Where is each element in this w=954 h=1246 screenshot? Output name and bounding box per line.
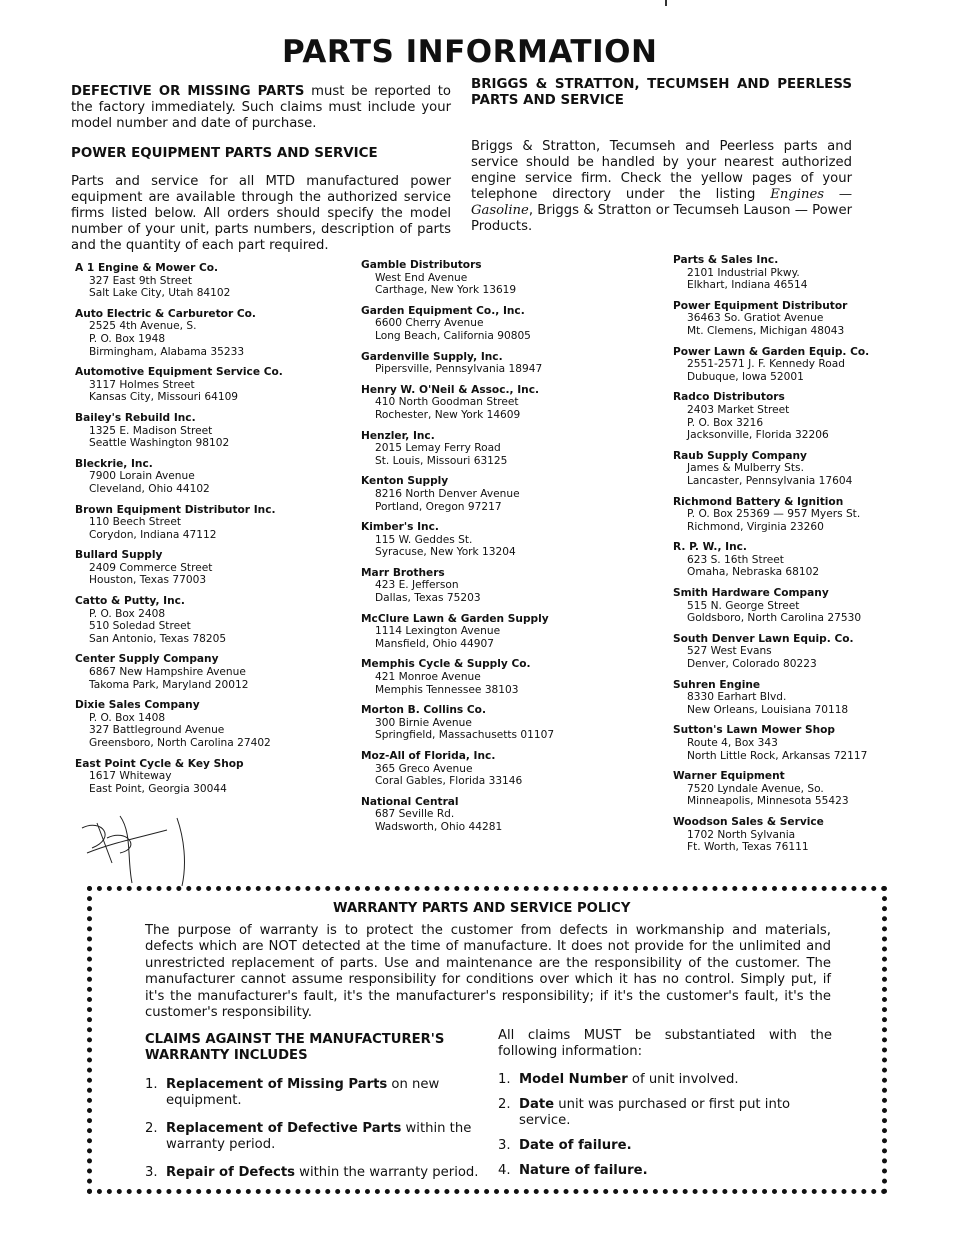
dealer-address-line: Salt Lake City, Utah 84102	[89, 287, 231, 300]
info-item	[498, 1138, 832, 1154]
dealer-name: A 1 Engine & Mower Co.	[75, 262, 219, 274]
dealer-entry	[673, 724, 888, 762]
dealer-name: Auto Electric & Carburetor Co.	[75, 307, 256, 320]
dealer-entry	[361, 567, 661, 605]
dealer-entry	[361, 305, 661, 343]
info-item-bold: Model Number	[519, 1072, 628, 1087]
dealer-address-line: Long Beach, California 90805	[375, 329, 531, 342]
dealer-address-line: 1114 Lexington Avenue	[375, 625, 501, 638]
dealer-entry	[75, 758, 345, 796]
info-item-bold: Nature of failure.	[519, 1163, 648, 1178]
dealer-entry	[361, 613, 661, 651]
info-item-number: 1.	[498, 1072, 511, 1087]
dealer-address-line: 36463 So. Gratiot Avenue	[687, 312, 824, 325]
dealer-address-line: 6600 Cherry Avenue	[375, 317, 484, 330]
dealer-address-line: Mt. Clemens, Michigan 48043	[687, 324, 845, 337]
dealer-name: R. P. W., Inc.	[673, 541, 747, 554]
claim-item	[145, 1077, 480, 1109]
dealer-address-line: New Orleans, Louisiana 70118	[687, 703, 849, 716]
claim-item-text	[166, 1165, 479, 1181]
handwritten-mark	[72, 808, 202, 888]
claim-item	[145, 1165, 480, 1181]
dealer-column-3	[673, 254, 888, 862]
dealer-address-line: 110 Beech Street	[89, 516, 181, 529]
dealer-address-line: 6867 New Hampshire Avenue	[89, 666, 246, 679]
info-item-text	[519, 1163, 648, 1179]
dealer-address-line: North Little Rock, Arkansas 72117	[687, 749, 868, 762]
dealer-address-line: Elkhart, Indiana 46514	[687, 279, 808, 292]
dealer-address-line: P. O. Box 25369 — 957 Myers St.	[687, 508, 861, 521]
warranty-paragraph: The purpose of warranty is to protect the customer from defects in workmanship and materials, defects which are NOT detected at the time of manufacture. It does not provide for the unlimited and unrestricted replacement of parts. Use and maintenance are the responsibility of the customer. The manufacturer cannot assume responsibility for conditions over which it has no control. Simply put, if it's the manufacturer's fault, it's the manufacturer's responsibility; if it's the customer's fault, it's the customer's responsibility.	[145, 923, 831, 1021]
dealer-entry	[673, 679, 888, 717]
dealer-address-line: San Antonio, Texas 78205	[89, 632, 227, 645]
power-equipment-heading: POWER EQUIPMENT PARTS AND SERVICE	[71, 146, 378, 161]
dealer-name: Parts & Sales Inc.	[673, 254, 779, 266]
dealer-address-line: Syracuse, New York 13204	[375, 546, 516, 559]
must-list	[498, 1072, 832, 1188]
claim-item-rest: within the warranty period.	[166, 1121, 472, 1152]
dealer-address-line: Carthage, New York 13619	[375, 284, 517, 297]
dealer-name: Suhren Engine	[673, 678, 761, 691]
info-item-rest: of unit involved.	[627, 1072, 739, 1087]
dealer-address-line: 423 E. Jefferson	[375, 579, 459, 592]
defective-paragraph	[71, 84, 451, 132]
intro-right-column	[471, 77, 852, 235]
dealer-address-line: Corydon, Indiana 47112	[89, 528, 217, 541]
dealer-address-line: Mansfield, Ohio 44907	[375, 637, 495, 650]
claim-item-number: 1.	[145, 1077, 158, 1092]
dealer-address-line: Seattle Washington 98102	[89, 437, 230, 450]
dealer-entry	[75, 699, 345, 749]
dealer-address-line: Takoma Park, Maryland 20012	[89, 678, 249, 691]
dealer-address-line: Minneapolis, Minnesota 55423	[687, 795, 849, 808]
dealer-address-line: 8330 Earhart Blvd.	[687, 691, 787, 704]
claim-item-number: 3.	[145, 1165, 158, 1180]
dealer-entry	[361, 704, 661, 742]
dealer-address-line: Ft. Worth, Texas 76111	[687, 841, 809, 854]
dealer-name: Kenton Supply	[361, 475, 449, 488]
dealer-name: South Denver Lawn Equip. Co.	[673, 632, 854, 645]
power-equipment-text: Parts and service for all MTD manufactured power equipment are available through the authorized service firms listed below. All orders should specify the model number of your unit, parts numbers, description of parts and the quantity of each part required.	[71, 174, 451, 253]
dealer-name: Bullard Supply	[75, 549, 163, 562]
dealer-address-line: Goldsboro, North Carolina 27530	[687, 612, 862, 625]
dealer-entry	[361, 384, 661, 422]
claim-item-rest: on new equipment.	[166, 1077, 440, 1108]
dealer-entry	[361, 351, 661, 376]
dealer-name: Gardenville Supply, Inc.	[361, 350, 503, 363]
info-item-text	[519, 1097, 832, 1129]
dealer-name: Radco Distributors	[673, 391, 785, 404]
info-item-text	[519, 1138, 632, 1154]
dealer-address-line: Rochester, New York 14609	[375, 408, 521, 421]
dealer-name: Memphis Cycle & Supply Co.	[361, 658, 531, 671]
dealer-column-2	[361, 259, 661, 842]
dealer-address-line: 1617 Whiteway	[89, 770, 172, 783]
dealer-name: Dixie Sales Company	[75, 699, 200, 712]
dealer-address-line: St. Louis, Missouri 63125	[375, 454, 508, 467]
briggs-heading: BRIGGS & STRATTON, TECUMSEH AND PEERLESS PARTS AND SERVICE	[471, 77, 852, 108]
dealer-address-line: 410 North Goodman Street	[375, 396, 519, 409]
dealer-entry	[75, 412, 345, 450]
dealer-entry	[673, 587, 888, 625]
dealer-address-line: Wadsworth, Ohio 44281	[375, 820, 503, 833]
info-item-bold: Date of failure.	[519, 1138, 632, 1153]
dealer-address-line: Lancaster, Pennsylvania 17604	[687, 474, 853, 487]
briggs-text-a: Briggs & Stratton, Tecumseh and Peerless parts and service should be handled by your nearest authorized engine service firm. Check the yellow pages of your telephone directory under the listing	[471, 139, 852, 202]
dealer-address-line: Route 4, Box 343	[687, 737, 778, 749]
dealer-entry	[75, 366, 345, 404]
dealer-name: Catto & Putty, Inc.	[75, 595, 185, 608]
dealer-name: Automotive Equipment Service Co.	[75, 366, 283, 379]
briggs-text-b: , Briggs & Stratton or Tecumseh Lauson — Power Products.	[471, 203, 852, 234]
dealer-address-line: Richmond, Virginia 23260	[687, 520, 824, 533]
claim-item-rest: within the warranty period.	[294, 1165, 479, 1180]
dealer-entry	[361, 521, 661, 559]
dealer-address-line: 623 S. 16th Street	[687, 553, 784, 566]
dealer-name: Kimber's Inc.	[361, 521, 439, 534]
info-item	[498, 1097, 832, 1129]
dealer-address-line: 515 N. George Street	[687, 599, 800, 612]
dealer-name: McClure Lawn & Garden Supply	[361, 612, 549, 625]
must-text: All claims MUST be substantiated with the following information:	[498, 1028, 832, 1059]
claim-item-number: 2.	[145, 1121, 158, 1136]
dealer-name: Bailey's Rebuild Inc.	[75, 411, 196, 424]
dealer-entry	[673, 816, 888, 854]
info-item	[498, 1072, 832, 1088]
dealer-address-line: 687 Seville Rd.	[375, 808, 455, 821]
info-item	[498, 1163, 832, 1179]
dealer-name: Gamble Distributors	[361, 259, 482, 271]
dealer-address-line: 2525 4th Avenue, S.	[89, 320, 197, 333]
dealer-address-line: 1702 North Sylvania	[687, 828, 796, 841]
briggs-text	[471, 139, 852, 235]
dealer-address-line: 2101 Industrial Pkwy.	[687, 266, 800, 279]
dealer-address-line: 115 W. Geddes St.	[375, 533, 473, 546]
claims-heading: CLAIMS AGAINST THE MANUFACTURER'S WARRANTY INCLUDES	[145, 1032, 445, 1063]
info-item-number: 2.	[498, 1097, 511, 1112]
dealer-entry	[361, 796, 661, 834]
dealer-entry	[361, 475, 661, 513]
dealer-name: Henzler, Inc.	[361, 429, 435, 442]
dealer-address-line: Kansas City, Missouri 64109	[89, 391, 239, 404]
dealer-address-line: 327 East 9th Street	[89, 274, 192, 287]
info-item-bold: Date	[519, 1097, 555, 1112]
dealer-address-line: James & Mulberry Sts.	[687, 462, 804, 475]
dealer-address-line: P. O. Box 1948	[89, 332, 166, 345]
dealer-address-line: Omaha, Nebraska 68102	[687, 566, 820, 579]
dealer-address-line: 2409 Commerce Street	[89, 561, 213, 574]
dealer-address-line: Memphis Tennessee 38103	[375, 683, 519, 696]
dealer-entry	[361, 259, 661, 297]
dealer-entry	[75, 308, 345, 358]
dealer-entry	[673, 300, 888, 338]
dealer-entry	[75, 262, 345, 300]
dealer-entry	[361, 750, 661, 788]
dealer-address-line: 527 West Evans	[687, 645, 772, 658]
dealer-name: National Central	[361, 795, 459, 808]
warranty-title: WARRANTY PARTS AND SERVICE POLICY	[333, 901, 631, 916]
dealer-name: Sutton's Lawn Mower Shop	[673, 724, 836, 737]
dealer-name: Brown Equipment Distributor Inc.	[75, 503, 276, 516]
page-title: PARTS INFORMATION	[282, 34, 658, 70]
dealer-name: Henry W. O'Neil & Assoc., Inc.	[361, 383, 540, 396]
dealer-name: Power Lawn & Garden Equip. Co.	[673, 345, 870, 358]
dealer-name: Marr Brothers	[361, 566, 445, 579]
dealer-address-line: 327 Battleground Avenue	[89, 724, 225, 737]
claim-item	[145, 1121, 480, 1153]
dealer-entry	[673, 541, 888, 579]
dealer-name: Garden Equipment Co., Inc.	[361, 304, 525, 317]
dealer-name: East Point Cycle & Key Shop	[75, 757, 244, 770]
claim-item-bold: Replacement of Missing Parts	[166, 1077, 388, 1092]
page-mark	[665, 0, 667, 6]
dealer-name: Smith Hardware Company	[673, 587, 829, 600]
dealer-address-line: P. O. Box 2408	[89, 607, 166, 620]
claim-item-text	[166, 1121, 480, 1153]
dealer-name: Raub Supply Company	[673, 449, 807, 462]
dealer-address-line: East Point, Georgia 30044	[89, 782, 227, 795]
dealer-entry	[673, 770, 888, 808]
dealer-entry	[75, 549, 345, 587]
dealer-address-line: Denver, Colorado 80223	[687, 658, 817, 671]
dealer-name: Center Supply Company	[75, 653, 219, 666]
dealer-address-line: 510 Soledad Street	[89, 620, 191, 633]
dealer-name: Richmond Battery & Ignition	[673, 495, 844, 508]
dealer-name: Woodson Sales & Service	[673, 815, 824, 828]
briggs-text-italic: Engines — Gasoline	[471, 187, 853, 218]
dealer-address-line: Cleveland, Ohio 44102	[89, 482, 210, 495]
dealer-entry	[673, 391, 888, 441]
defective-text: must be reported to the factory immediately. Such claims must include your model number and date of purchase.	[71, 84, 452, 131]
dealer-entry	[361, 658, 661, 696]
dealer-entry	[673, 450, 888, 488]
dealer-address-line: P. O. Box 3216	[687, 416, 764, 429]
dealer-entry	[75, 653, 345, 691]
dealer-address-line: 300 Birnie Avenue	[375, 716, 472, 729]
dealer-address-line: 7900 Lorain Avenue	[89, 470, 195, 483]
dealer-entry	[75, 458, 345, 496]
dealer-column-1	[75, 262, 345, 803]
claim-item-text	[166, 1077, 480, 1109]
dealer-entry	[75, 504, 345, 542]
dealer-entry	[673, 254, 888, 292]
claims-list	[145, 1077, 480, 1193]
dealer-address-line: West End Avenue	[375, 271, 468, 284]
dealer-address-line: Coral Gables, Florida 33146	[375, 775, 523, 788]
dealer-name: Bleckrie, Inc.	[75, 457, 153, 470]
dealer-address-line: 1325 E. Madison Street	[89, 424, 213, 437]
dealer-name: Power Equipment Distributor	[673, 299, 848, 312]
info-item-number: 4.	[498, 1163, 511, 1178]
claim-item-bold: Repair of Defects	[166, 1165, 295, 1180]
dealer-name: Warner Equipment	[673, 770, 785, 783]
dealer-address-line: Birmingham, Alabama 35233	[89, 345, 245, 358]
dealer-address-line: 3117 Holmes Street	[89, 378, 195, 391]
dealer-address-line: Portland, Oregon 97217	[375, 500, 502, 513]
dealer-address-line: 2551-2571 J. F. Kennedy Road	[687, 358, 845, 371]
dealer-name: Moz-All of Florida, Inc.	[361, 750, 496, 762]
dealer-address-line: Greensboro, North Carolina 27402	[89, 737, 271, 749]
dealer-address-line: 2015 Lemay Ferry Road	[375, 442, 501, 455]
claim-item-bold: Replacement of Defective Parts	[166, 1121, 402, 1136]
dealer-address-line: Dubuque, Iowa 52001	[687, 370, 804, 383]
dealer-entry	[673, 346, 888, 384]
dealer-address-line: 421 Monroe Avenue	[375, 671, 481, 684]
dealer-entry	[75, 595, 345, 645]
dealer-address-line: 2403 Market Street	[687, 403, 790, 416]
dealer-entry	[673, 496, 888, 534]
intro-left-column	[71, 84, 451, 254]
info-item-text	[519, 1072, 739, 1088]
dealer-address-line: 365 Greco Avenue	[375, 762, 473, 775]
dealer-address-line: Springfield, Massachusetts 01107	[375, 729, 555, 742]
dealer-entry	[673, 633, 888, 671]
dealer-entry	[361, 430, 661, 468]
dealer-address-line: Pipersville, Pennsylvania 18947	[375, 363, 543, 376]
dealer-name: Morton B. Collins Co.	[361, 704, 486, 717]
dealer-address-line: Dallas, Texas 75203	[375, 592, 481, 605]
dealer-address-line: Jacksonville, Florida 32206	[687, 429, 829, 442]
dealer-address-line: 7520 Lyndale Avenue, So.	[687, 782, 824, 795]
info-item-number: 3.	[498, 1138, 511, 1153]
dealer-address-line: P. O. Box 1408	[89, 711, 166, 724]
defective-lead: DEFECTIVE OR MISSING PARTS	[71, 84, 305, 99]
dealer-address-line: 8216 North Denver Avenue	[375, 487, 520, 500]
dealer-address-line: Houston, Texas 77003	[89, 574, 207, 587]
info-item-rest: unit was purchased or first put into service.	[519, 1097, 791, 1128]
